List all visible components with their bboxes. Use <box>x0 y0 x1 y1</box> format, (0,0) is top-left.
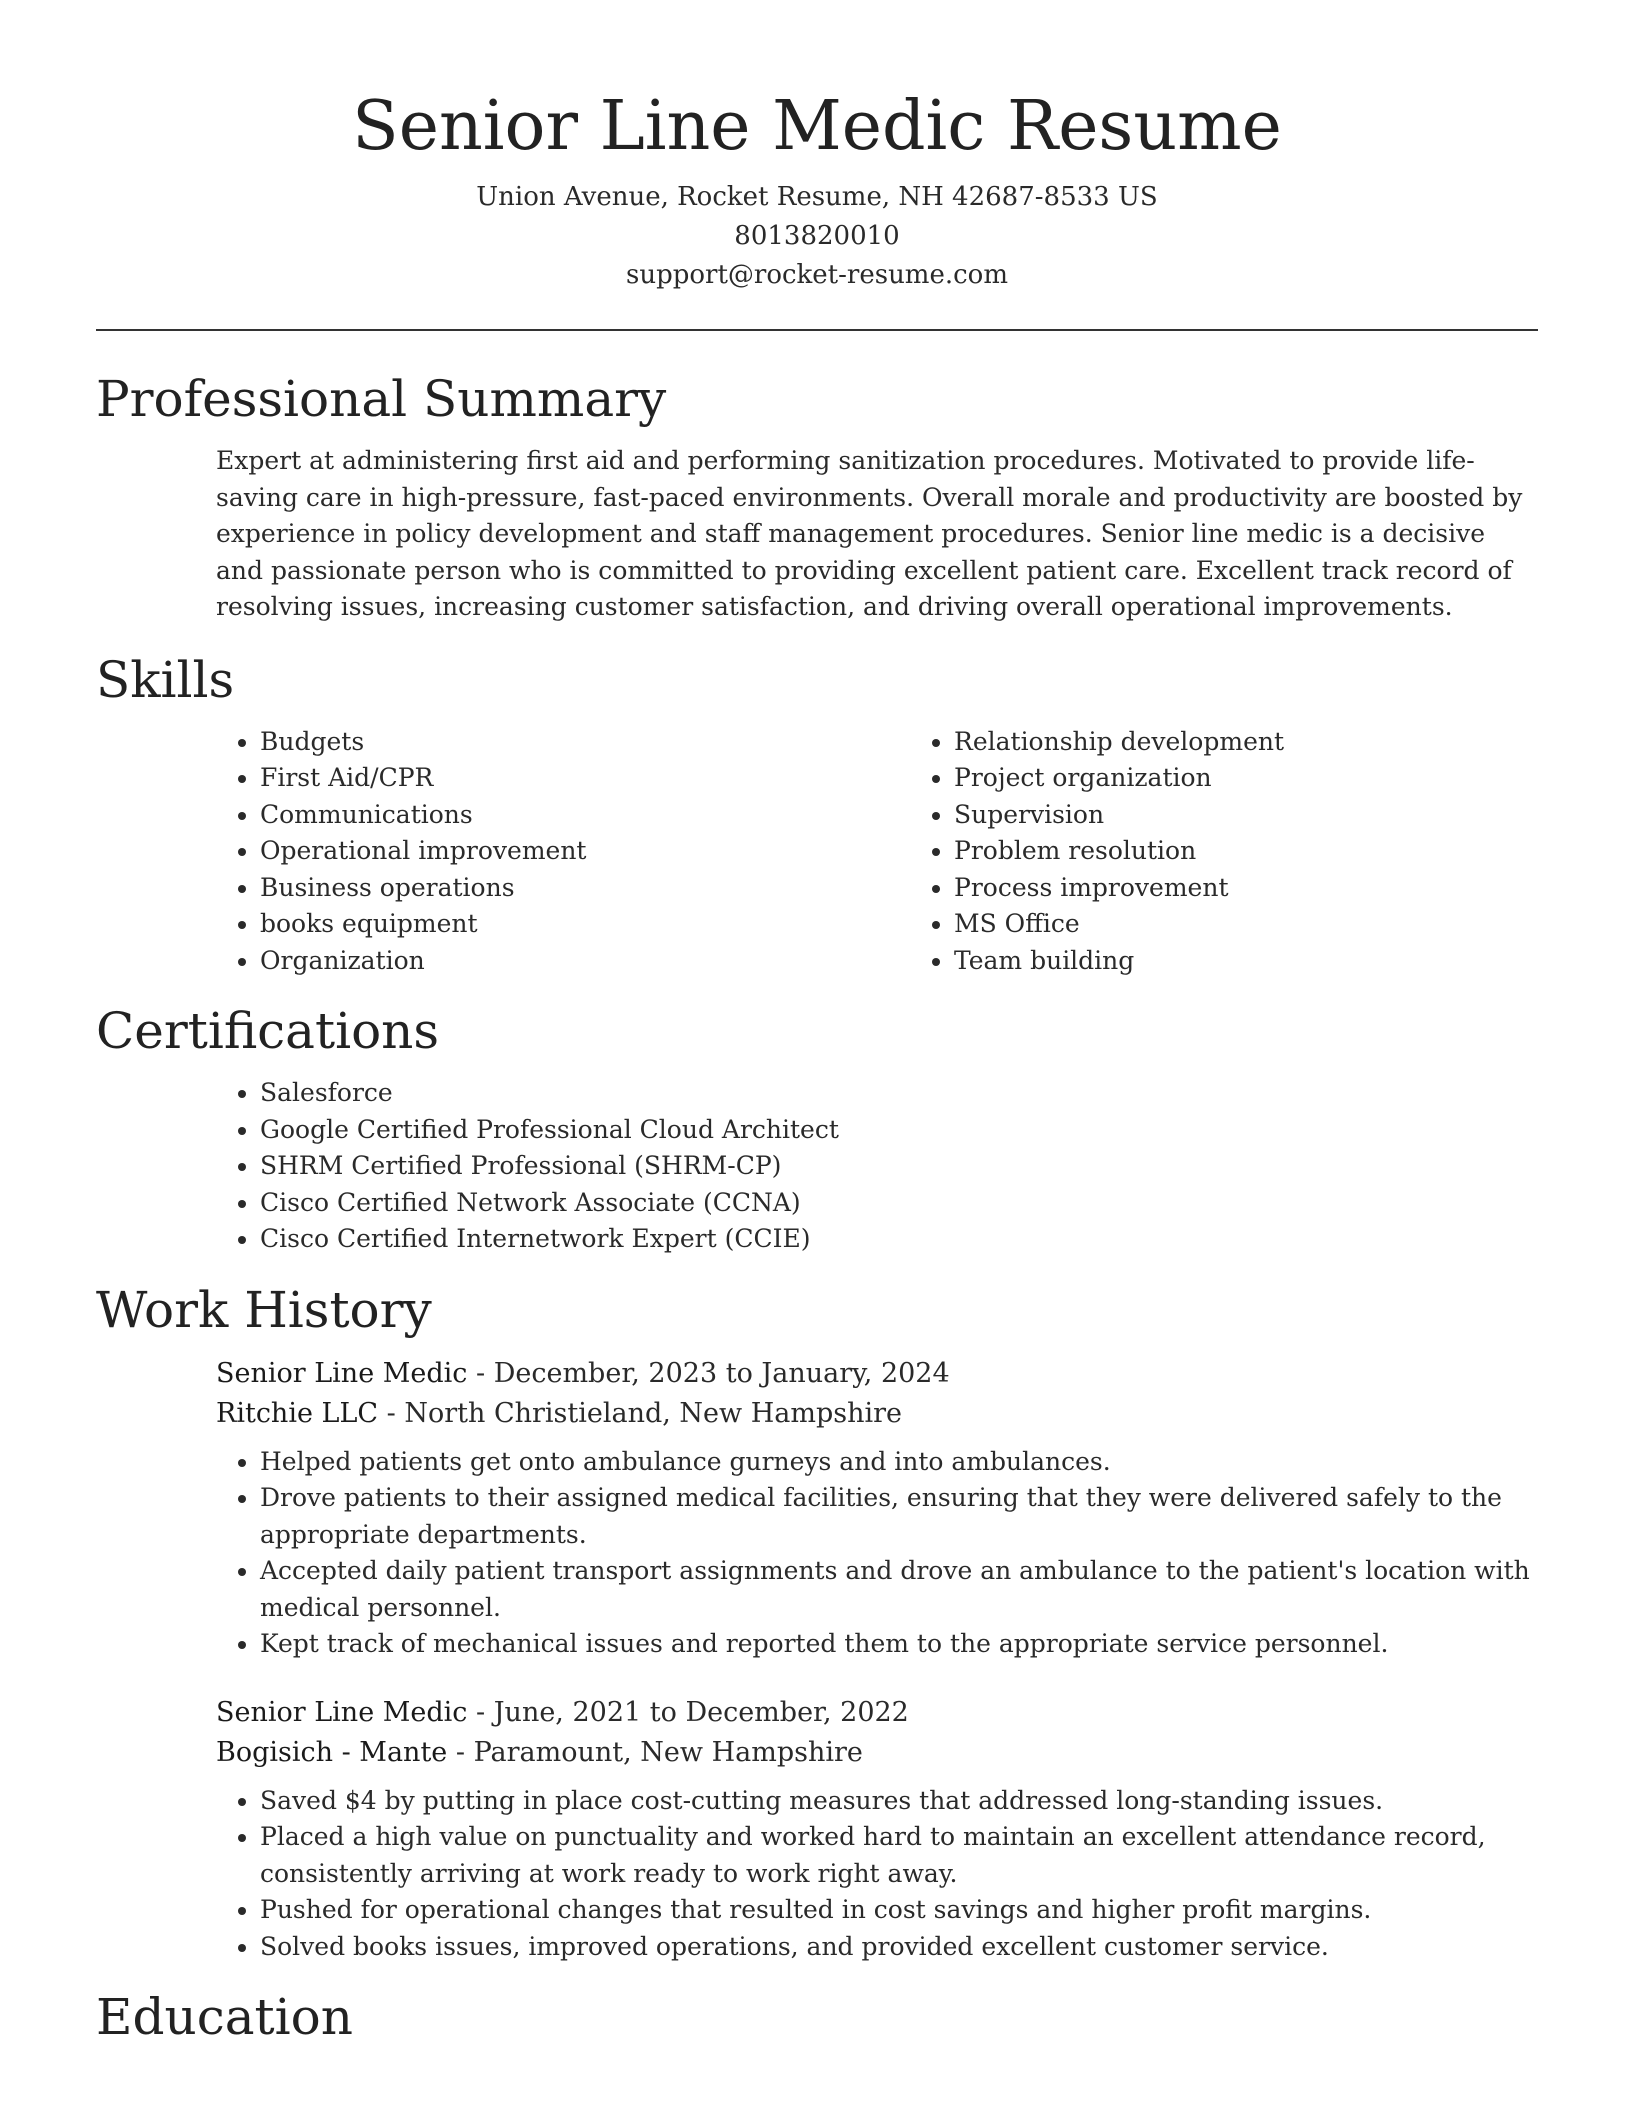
skill-item: • MS Office <box>954 906 1604 943</box>
certification-item: • Google Certified Professional Cloud Architect <box>260 1112 1538 1149</box>
skill-item: • Communications <box>260 797 910 834</box>
certification-item: • Cisco Certified Network Associate (CCNA) <box>260 1185 1538 1222</box>
certifications-heading: Certifications <box>96 1002 440 1060</box>
job-bullet: • Saved $4 by putting in place cost-cutting measures that addressed long-standing issues. <box>260 1783 1538 1820</box>
skill-item: • Process improvement <box>954 870 1604 907</box>
skill-item: • Team building <box>954 943 1604 980</box>
skill-item: • Business operations <box>260 870 910 907</box>
job-bullet: • Solved books issues, improved operations, and provided excellent customer service. <box>260 1929 1538 1966</box>
job-company-line <box>216 1733 1538 1773</box>
job-bullet: • Helped patients get onto ambulance gurneys and into ambulances. <box>260 1444 1538 1481</box>
resume-page <box>96 0 1538 2049</box>
job-dates: - June, 2021 to December, 2022 <box>467 1696 909 1728</box>
skills-column-right <box>910 724 1604 980</box>
phone: 8013820010 <box>734 221 900 251</box>
job-bullet: • Kept track of mechanical issues and reported them to the appropriate service personnel. <box>260 1626 1538 1663</box>
job-bullet: • Drove patients to their assigned medical facilities, ensuring that they were delivered safely to the appropriate departments. <box>260 1480 1538 1553</box>
skill-item: • Budgets <box>260 724 910 761</box>
job-bullets <box>216 1444 1538 1663</box>
job-entry <box>216 1354 1538 1663</box>
skill-item: • Relationship development <box>954 724 1604 761</box>
job-company: Ritchie LLC <box>216 1397 379 1429</box>
skill-item: • Organization <box>260 943 910 980</box>
summary-text: Expert at administering first aid and performing sanitization procedures. Motivated to provide life-saving care in high-pressure, fast-paced environments. Overall morale and productivity are boosted by experience in policy development and staff management procedures. Senior line medic is a decisive and passionate person who is committed to providing excellent patient care. Excellent track record of resolving issues, increasing customer satisfaction, and driving overall operational improvements. <box>216 446 1523 621</box>
job-role: Senior Line Medic <box>216 1357 468 1389</box>
skills-heading: Skills <box>96 650 235 709</box>
certifications-list <box>216 1075 1538 1258</box>
job-bullet: • Accepted daily patient transport assignments and drove an ambulance to the patient's location with medical personnel. <box>260 1553 1538 1626</box>
skill-item: • Operational improvement <box>260 833 910 870</box>
address: Union Avenue, Rocket Resume, NH 42687-8533 US <box>476 182 1158 212</box>
job-role: Senior Line Medic <box>216 1696 468 1728</box>
job-bullet: • Pushed for operational changes that resulted in cost savings and higher profit margins. <box>260 1892 1538 1929</box>
job-dates: - December, 2023 to January, 2024 <box>467 1357 950 1389</box>
job-bullets <box>216 1783 1538 1966</box>
skill-item: • books equipment <box>260 906 910 943</box>
skill-item: • Supervision <box>954 797 1604 834</box>
job-location: - Paramount, New Hampshire <box>447 1736 863 1768</box>
resume-title: Senior Line Medic Resume <box>352 87 1282 166</box>
skill-item: • First Aid/CPR <box>260 760 910 797</box>
job-role-line <box>216 1354 1538 1394</box>
skills-column-left <box>216 724 910 980</box>
job-bullet: • Placed a high value on punctuality and worked hard to maintain an excellent attendance record, consistently arriving at work ready to work right away. <box>260 1819 1538 1892</box>
job-company: Bogisich - Mante <box>216 1736 448 1768</box>
certification-item: • SHRM Certified Professional (SHRM-CP) <box>260 1148 1538 1185</box>
email: support@rocket-resume.com <box>625 260 1008 290</box>
resume-header <box>96 0 1538 295</box>
job-location: - North Christieland, New Hampshire <box>378 1397 903 1429</box>
education-heading: Education <box>96 1988 353 2046</box>
summary-heading: Professional Summary <box>96 370 667 428</box>
skill-item: • Project organization <box>954 760 1604 797</box>
certification-item: • Cisco Certified Internetwork Expert (CCIE) <box>260 1221 1538 1258</box>
job-role-line <box>216 1693 1538 1733</box>
skill-item: • Problem resolution <box>954 833 1604 870</box>
skills-list <box>216 724 1538 980</box>
certification-item: • Salesforce <box>260 1075 1538 1112</box>
header-divider <box>96 329 1538 331</box>
work-history-heading: Work History <box>96 1280 432 1339</box>
job-entry <box>216 1693 1538 1966</box>
job-company-line <box>216 1394 1538 1434</box>
